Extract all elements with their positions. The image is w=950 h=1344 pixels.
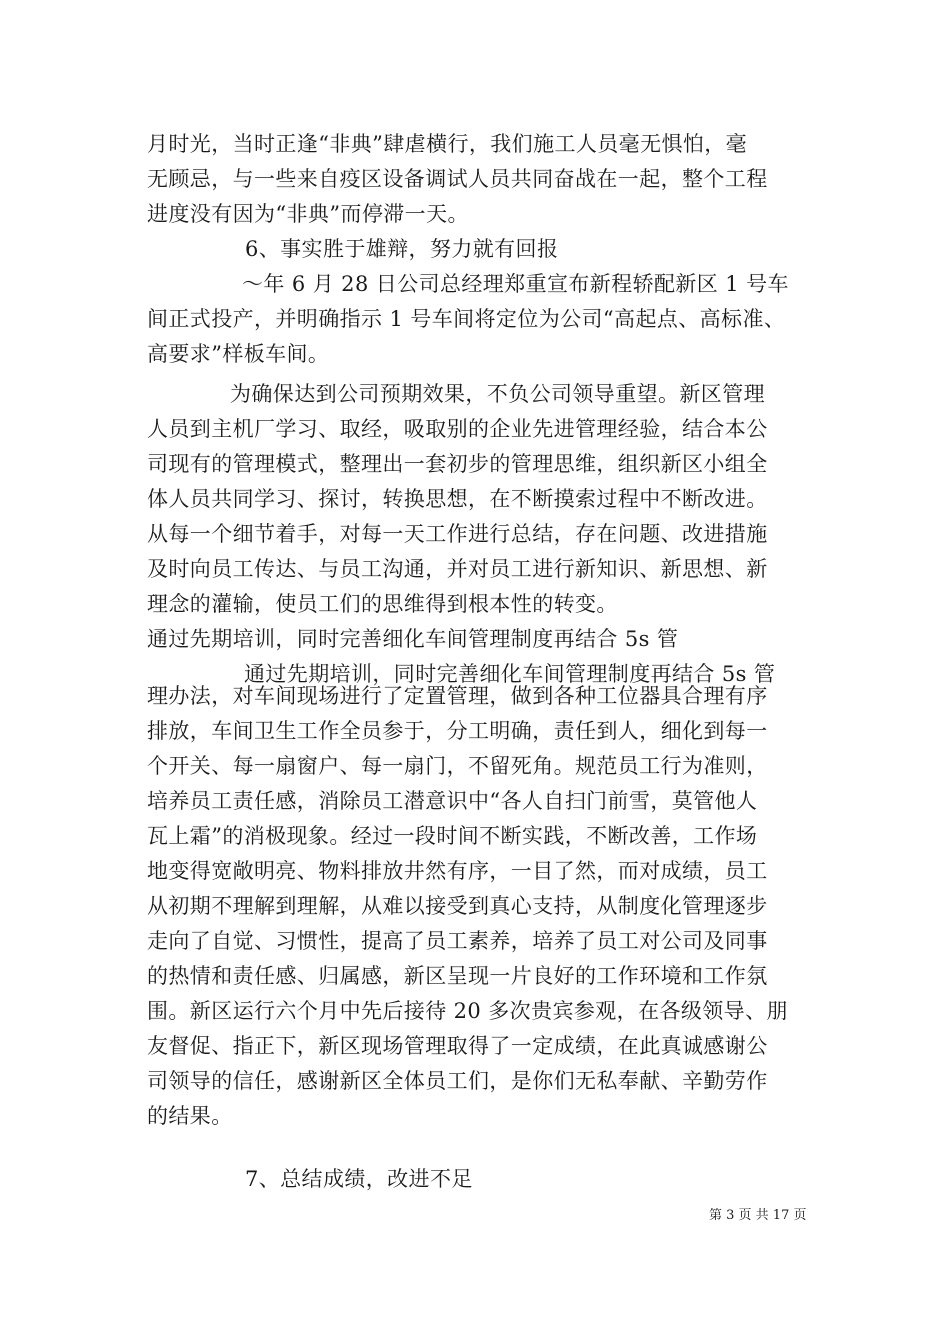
text-line: 为确保达到公司预期效果，不负公司领导重望。新区管理 (230, 382, 765, 406)
text-line: 的结果。 (147, 1104, 233, 1128)
text-line: 排放，车间卫生工作全员参于，分工明确，责任到人，细化到每一 (147, 719, 768, 743)
text-line: 无顾忌，与一些来自疫区设备调试人员共同奋战在一起，整个工程 (147, 167, 768, 191)
text-line: 的热情和责任感、归属感，新区呈现一片良好的工作环境和工作氛 (147, 964, 768, 988)
text-line: 月时光，当时正逢“非典”肆虐横行，我们施工人员毫无惧怕，毫 (147, 132, 748, 156)
text-line: 地变得宽敞明亮、物料排放井然有序，一目了然，而对成绩，员工 (147, 859, 768, 883)
text-line: 体人员共同学习、探讨，转换思想，在不断摸索过程中不断改进。 (147, 487, 768, 511)
text-line: 司领导的信任，感谢新区全体员工们，是你们无私奉献、辛勤劳作 (147, 1069, 768, 1093)
text-line: 瓦上霜”的消极现象。经过一段时间不断实践，不断改善，工作场 (147, 824, 758, 848)
text-line: 通过先期培训，同时完善细化车间管理制度再结合 5s 管 (244, 662, 776, 686)
section-heading: 7、总结成绩，改进不足 (245, 1167, 473, 1191)
text-line: 走向了自觉、习惯性，提高了员工素养，培养了员工对公司及同事 (147, 929, 768, 953)
text-line: 人员到主机厂学习、取经，吸取别的企业先进管理经验，结合本公 (147, 417, 768, 441)
text-line: 理办法，对车间现场进行了定置管理，做到各种工位器具合理有序 (147, 684, 768, 708)
text-line: 友督促、指正下，新区现场管理取得了一定成绩，在此真诚感谢公 (147, 1034, 768, 1058)
text-line: 高要求”样板车间。 (147, 342, 330, 366)
section-heading: 6、事实胜于雄辩，努力就有回报 (245, 237, 559, 261)
text-line: 个开关、每一扇窗户、每一扇门，不留死角。规范员工行为准则， (147, 754, 768, 778)
text-line: 间正式投产，并明确指示 1 号车间将定位为公司“高起点、高标准、 (147, 307, 786, 331)
text-line: 及时向员工传达、与员工沟通，并对员工进行新知识、新思想、新 (147, 557, 768, 581)
text-line: 从初期不理解到理解，从难以接受到真心支持，从制度化管理逐步 (147, 894, 768, 918)
page-number: 第 3 页 共 17 页 (709, 1208, 807, 1223)
text-line: ～年 6 月 28 日公司总经理郑重宣布新程轿配新区 1 号车 (242, 272, 789, 296)
text-line: 通过先期培训，同时完善细化车间管理制度再结合 5s 管 (147, 627, 679, 651)
text-line: 围。新区运行六个月中先后接待 20 多次贵宾参观，在各级领导、朋 (147, 999, 788, 1023)
text-line: 司现有的管理模式，整理出一套初步的管理思维，组织新区小组全 (147, 452, 768, 476)
text-line: 培养员工责任感，消除员工潜意识中“各人自扫门前雪，莫管他人 (147, 789, 758, 813)
text-line: 从每一个细节着手，对每一天工作进行总结，存在问题、改进措施 (147, 522, 768, 546)
text-line: 进度没有因为“非典”而停滞一天。 (147, 202, 469, 226)
text-line: 理念的灌输，使员工们的思维得到根本性的转变。 (147, 592, 618, 616)
